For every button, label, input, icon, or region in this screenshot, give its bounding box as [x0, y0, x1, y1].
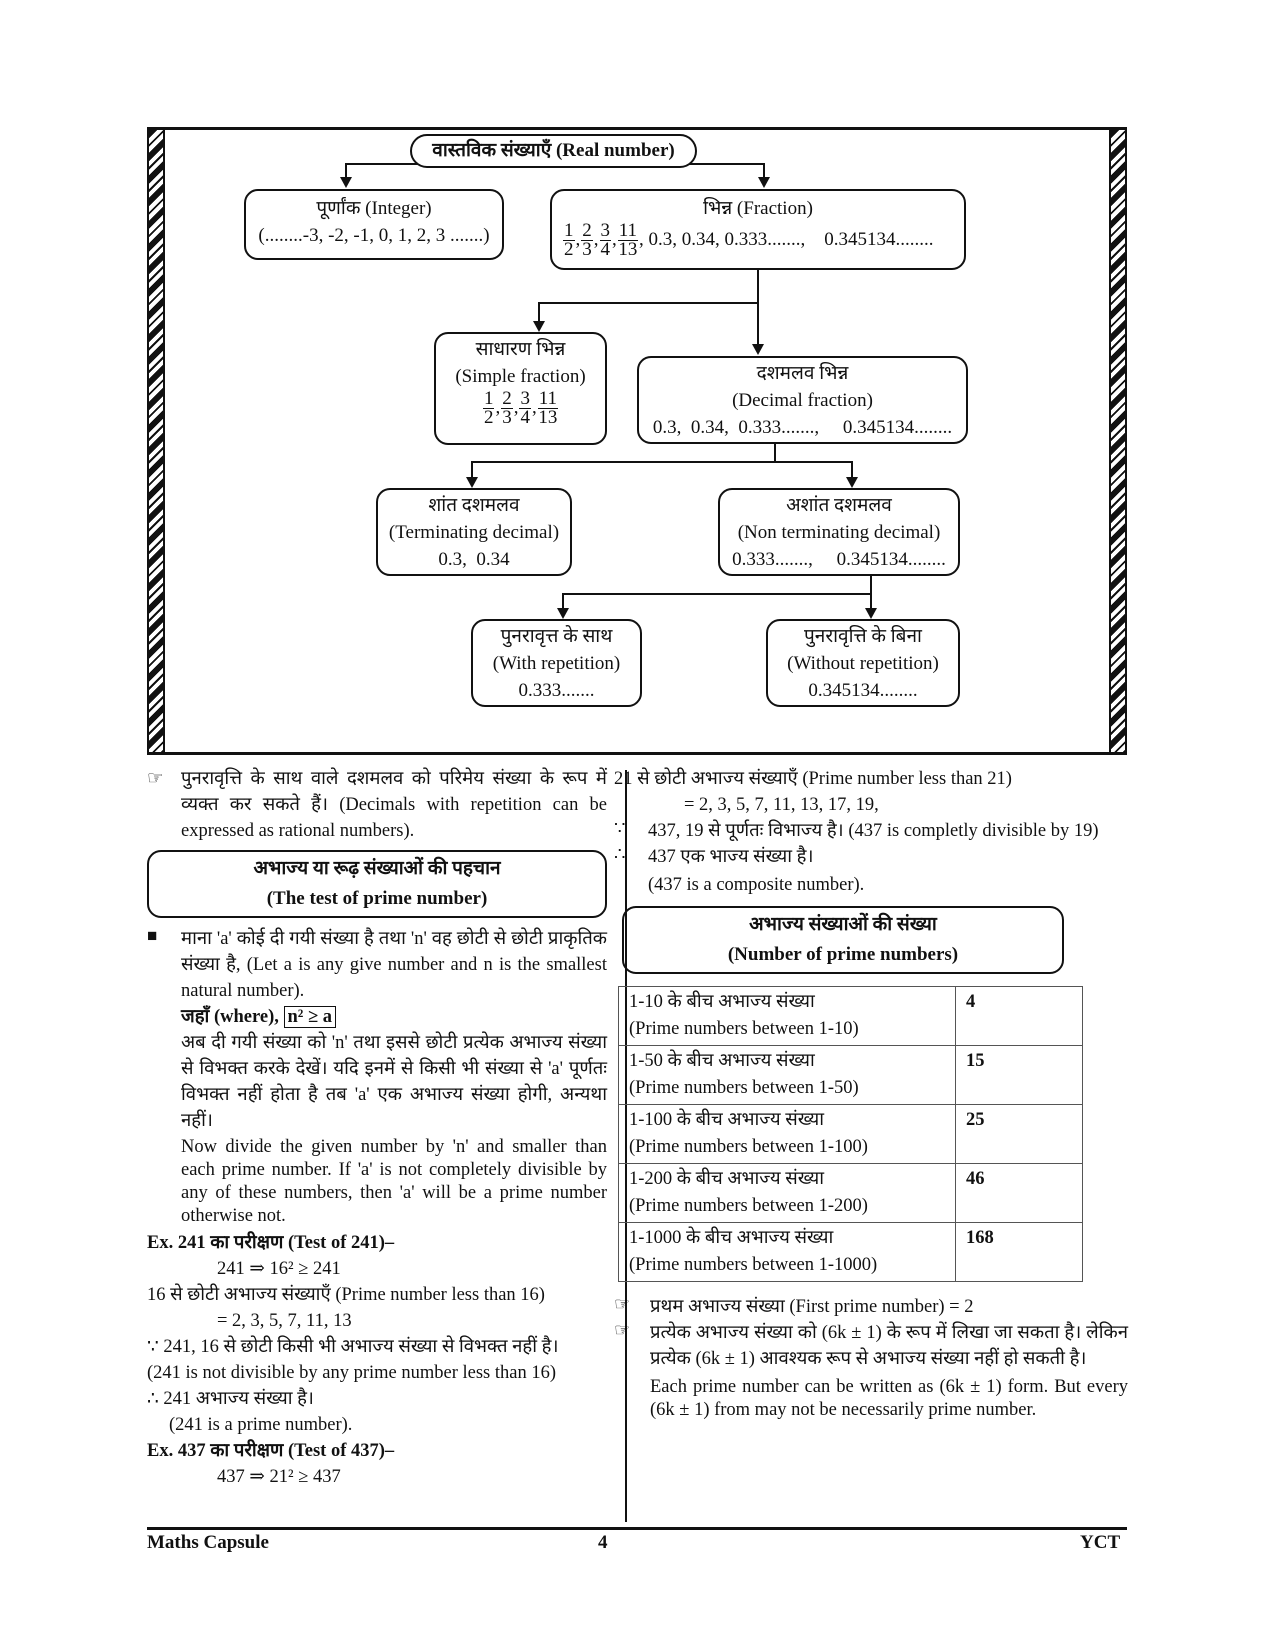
node-title-english: (Without repetition): [787, 653, 939, 674]
denominator: 4: [600, 239, 610, 260]
denominator: 13: [618, 239, 638, 260]
footer-page-number: 4: [598, 1532, 608, 1553]
range-cell: [619, 1164, 956, 1223]
six-k-english: Each prime number can be written as (6k ± 1) form. But every (6k ± 1) from may not be necessarily prime number.: [650, 1377, 1128, 1420]
node-title-hindi: पुनरावृत्त के साथ: [500, 626, 613, 647]
node-title-hindi: साधारण भिन्न: [475, 339, 566, 360]
example-241-primes: = 2, 3, 5, 7, 11, 13: [217, 1311, 352, 1331]
connector-line: [345, 163, 347, 177]
arrow-down-icon: [846, 477, 858, 488]
numerator: 2: [582, 220, 592, 241]
six-k-note: [614, 1320, 1128, 1422]
left-column: [147, 770, 607, 1490]
connector-line: [851, 461, 853, 478]
numerator: 1: [483, 388, 494, 409]
denominator: 4: [520, 407, 530, 428]
node-title-english: (Terminating decimal): [388, 522, 560, 543]
connector-line: [757, 302, 759, 345]
example-241-title: Ex. 241 का परीक्षण (Test of 241)–: [147, 1233, 395, 1253]
arrow-down-icon: [752, 344, 764, 355]
node-values: 0.3, 0.34: [438, 549, 510, 570]
node-title-hindi: दशमलव भिन्न: [756, 363, 849, 384]
range-cell: [619, 1223, 956, 1282]
example-437-formula: 437 ⇒ 21² ≥ 437: [217, 1467, 341, 1487]
footer-publisher: YCT: [1080, 1532, 1121, 1553]
pointing-hand-icon: ☞: [147, 769, 164, 789]
numerator: 11: [618, 220, 638, 241]
procedure-english: Now divide the given number by 'n' and smaller than each prime number. If 'a' is not completely divisible by any of these numbers, then 'a' will be a prime number otherwise not.: [181, 1137, 607, 1226]
node-fraction: [550, 189, 966, 270]
example-241-formula: 241 ⇒ 16² ≥ 241: [217, 1259, 341, 1279]
six-k-hindi: प्रत्येक अभाज्य संख्या को (6k ± 1) के रूप में लिखा जा सकता है। लेकिन प्रत्येक (6k ± 1) आवश्यक रूप से अभाज्य संख्या नहीं हो सकती है।: [650, 1323, 1128, 1369]
right-column: [614, 769, 1128, 1422]
fraction: [618, 222, 638, 259]
rule-text: माना 'a' कोई दी गयी संख्या है तथा 'n' वह छोटी से छोटी प्राकृतिक संख्या है, (Let a is any give number and n is the smallest natural number).: [181, 929, 607, 1001]
range-hindi: 1-1000 के बीच अभाज्य संख्या: [629, 1228, 834, 1248]
connector-line: [757, 270, 759, 303]
footer-book-title: Maths Capsule: [147, 1532, 269, 1553]
connector-line: [562, 593, 872, 595]
fraction: [563, 222, 575, 259]
range-english: (Prime numbers between 1-50): [629, 1078, 859, 1098]
node-without-repetition: [766, 619, 960, 707]
range-english: (Prime numbers between 1-10): [629, 1019, 859, 1039]
connector-line: [870, 576, 872, 594]
decorative-border-right: [1109, 130, 1125, 752]
numerator: 3: [520, 388, 530, 409]
decimal-values: , 0.3, 0.34, 0.333.......,: [639, 228, 811, 250]
node-title-hindi: शांत दशमलव: [428, 495, 520, 516]
table-row: [619, 1164, 1083, 1223]
node-values: (........-3, -2, -1, 0, 1, 2, 3 .......): [258, 225, 490, 246]
example-437-title: Ex. 437 का परीक्षण (Test of 437)–: [147, 1441, 395, 1461]
node-with-repetition: [471, 619, 642, 707]
range-hindi: 1-10 के बीच अभाज्य संख्या: [629, 992, 815, 1012]
arrow-down-icon: [340, 177, 352, 188]
prime-test-rule: [147, 926, 607, 1228]
table-row: [619, 1223, 1083, 1282]
connector-line: [471, 461, 853, 463]
example-241-therefore: ∴ 241 अभाज्य संख्या है।: [147, 1389, 314, 1409]
fraction-values: $\frac{1}{2}$ , $\frac{2}{3}$ , $\frac{3}{4}$ , $\frac{11}{13}$: [483, 388, 558, 428]
numerator: 1: [564, 220, 574, 241]
connector-line: [471, 461, 473, 478]
node-title: भिन्न (Fraction): [703, 198, 813, 219]
note-text: पुनरावृत्ति के साथ वाले दशमलव को परिमेय संख्या के रूप में व्यक्त कर सकते हैं। (Decimals with repetition can be expressed as rational numbers).: [181, 769, 607, 841]
range-cell: [619, 987, 956, 1046]
decorative-border-left: [149, 130, 165, 752]
denominator: 2: [483, 407, 494, 428]
node-integer: [244, 189, 504, 260]
first-prime-note: [614, 1294, 1128, 1320]
arrow-down-icon: [533, 321, 545, 332]
node-values: 0.333......., 0.345134........: [732, 549, 946, 570]
because-symbol: ∵: [614, 818, 626, 838]
numerator: 3: [600, 220, 610, 241]
title-hindi: अभाज्य या रूढ़ संख्याओं की पहचान: [253, 858, 501, 879]
where-formula: n² ≥ a: [284, 1006, 337, 1028]
node-nonterminating-decimal: [718, 488, 960, 576]
fraction: [600, 222, 612, 259]
arrow-down-icon: [466, 477, 478, 488]
node-title-hindi: पुनरावृत्ति के बिना: [804, 626, 922, 647]
connector-line: [538, 302, 759, 304]
node-title-hindi: अशांत दशमलव: [786, 495, 892, 516]
therefore-line: [614, 844, 1128, 898]
fraction: [538, 390, 558, 427]
fraction: [581, 222, 593, 259]
count-cell: 46: [956, 1164, 1083, 1223]
range-english: (Prime numbers between 1-200): [629, 1196, 868, 1216]
because-line: [614, 818, 1128, 844]
connector-line: [870, 593, 872, 609]
therefore-symbol: ∴: [614, 844, 626, 864]
connector-line: [763, 163, 765, 177]
fraction: [519, 390, 531, 427]
example-241-primes-label: 16 से छोटी अभाज्य संख्याएँ (Prime number less than 16): [147, 1285, 545, 1305]
square-bullet-icon: ■: [147, 926, 158, 945]
range-cell: [619, 1046, 956, 1105]
table-row: [619, 1046, 1083, 1105]
numerator: 2: [502, 388, 512, 409]
count-cell: 25: [956, 1105, 1083, 1164]
title-hindi: अभाज्य संख्याओं की संख्या: [749, 914, 937, 935]
node-terminating-decimal: [376, 488, 572, 576]
therefore-text-english: (437 is a composite number).: [648, 875, 865, 895]
prime-test-title-box: [147, 850, 607, 918]
footer-rule: [147, 1527, 1127, 1530]
count-cell: 4: [956, 987, 1083, 1046]
node-label: वास्तविक संख्याएँ (Real number): [432, 140, 675, 161]
primes-less-than-21: = 2, 3, 5, 7, 11, 13, 17, 19,: [684, 795, 879, 815]
because-text: 437, 19 से पूर्णतः विभाज्य है। (437 is completly divisible by 19): [648, 821, 1099, 841]
pointing-hand-icon: ☞: [614, 1320, 631, 1340]
node-simple-fraction: [434, 332, 607, 445]
node-values: 0.3, 0.34, 0.333......., 0.345134........: [652, 417, 953, 438]
denominator: 13: [538, 407, 558, 428]
table-row: [619, 987, 1083, 1046]
count-cell: 15: [956, 1046, 1083, 1105]
procedure-hindi: अब दी गयी संख्या को 'n' तथा इससे छोटी प्रत्येक अभाज्य संख्या से विभक्त करके देखें। यदि इनमें से किसी भी संख्या से 'a' पूर्णतः विभक्त नहीं होता है तब 'a' एक अभाज्य संख्या होगी, अन्यथा नहीं।: [181, 1033, 607, 1131]
connector-line: [538, 302, 540, 322]
table-row: [619, 1105, 1083, 1164]
first-prime-text: प्रथम अभाज्य संख्या (First prime number) = 2: [650, 1297, 974, 1317]
node-title: पूर्णांक (Integer): [316, 198, 432, 219]
range-english: (Prime numbers between 1-100): [629, 1137, 868, 1157]
where-line: [181, 1004, 607, 1030]
range-english: (Prime numbers between 1-1000): [629, 1255, 878, 1275]
fraction: [483, 390, 495, 427]
range-cell: [619, 1105, 956, 1164]
node-title-english: (With repetition): [492, 653, 621, 674]
rational-note: [147, 766, 607, 844]
fraction-values: $\frac{1}{2}$ , $\frac{2}{3}$ , $\frac{3}{4}$ , $\frac{11}{13}$ , 0.3, 0.34, 0.333......., 0.345134........: [564, 220, 934, 260]
range-hindi: 1-50 के बीच अभाज्य संख्या: [629, 1051, 815, 1071]
arrow-down-icon: [865, 608, 877, 619]
denominator: 3: [582, 239, 592, 260]
therefore-text: 437 एक भाज्य संख्या है।: [648, 847, 814, 867]
example-241-therefore-english: (241 is a prime number).: [169, 1415, 353, 1435]
node-title-english: (Non terminating decimal): [737, 522, 941, 543]
fraction: [501, 390, 513, 427]
denominator: 3: [502, 407, 512, 428]
title-english: (The test of prime number): [266, 888, 488, 909]
node-title-english: (Simple fraction): [455, 366, 586, 387]
connector-line: [562, 593, 564, 609]
example-241-because: ∵ 241, 16 से छोटी किसी भी अभाज्य संख्या से विभक्त नहीं है।: [147, 1337, 559, 1357]
range-hindi: 1-200 के बीच अभाज्य संख्या: [629, 1169, 825, 1189]
title-english: (Number of prime numbers): [727, 944, 959, 965]
pointing-hand-icon: ☞: [614, 1294, 631, 1314]
node-values: 0.345134........: [808, 680, 918, 701]
number-of-primes-title-box: [622, 906, 1064, 974]
count-cell: 168: [956, 1223, 1083, 1282]
range-hindi: 1-100 के बीच अभाज्य संख्या: [629, 1110, 825, 1130]
node-decimal-fraction: [637, 356, 968, 444]
where-label: जहाँ (where),: [181, 1007, 279, 1027]
prime-count-table: [618, 986, 1083, 1282]
connector-line: [774, 444, 776, 462]
denominator: 2: [564, 239, 574, 260]
node-real-number: [410, 134, 697, 168]
arrow-down-icon: [758, 177, 770, 188]
arrow-down-icon: [557, 608, 569, 619]
primes-less-than-21-label: 21 से छोटी अभाज्य संख्याएँ (Prime number less than 21): [614, 769, 1012, 789]
example-241-because-english: (241 is not divisible by any prime number less than 16): [147, 1363, 556, 1383]
node-values: 0.333.......: [518, 680, 595, 701]
numerator: 11: [538, 388, 558, 409]
decimal-tail: 0.345134........: [824, 228, 934, 250]
node-title-english: (Decimal fraction): [732, 390, 873, 411]
